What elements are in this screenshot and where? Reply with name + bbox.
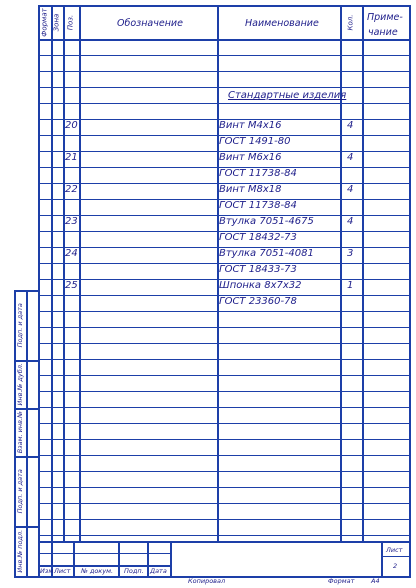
tb-sheet-label: Лист (386, 546, 403, 554)
header-zone: Зона (52, 13, 61, 32)
row-line (38, 503, 411, 504)
row-pos: 23 (65, 216, 78, 227)
row-line (38, 103, 411, 104)
row-line (38, 423, 411, 424)
row-qty: 4 (347, 152, 354, 163)
row-line (38, 327, 411, 328)
row-line (38, 519, 411, 520)
side-sign-date-bottom: Подп. и дата (15, 469, 24, 514)
row-pos: 22 (65, 184, 78, 195)
title-block-top (38, 541, 411, 543)
row-pos: 20 (65, 120, 78, 131)
side-inv-podl: Инв.№ подл. (15, 529, 24, 573)
row-line (38, 535, 411, 536)
section-title: Стандартные изделия (228, 90, 347, 101)
tb-col-podp (147, 541, 149, 577)
tb-col-sheet (381, 541, 383, 577)
header-note-line1: Приме- (367, 12, 403, 23)
side-inv-dubl: Инв.№ дубл. (15, 363, 24, 406)
header-bottom-line (38, 39, 411, 41)
side-sign-date-top: Подп. и дата (15, 303, 24, 348)
header-qty: Кол. (346, 14, 355, 31)
header-format: Формат (40, 8, 49, 37)
row-line (38, 343, 411, 344)
row-qty: 4 (347, 184, 354, 195)
footer-format-label: Формат (328, 577, 355, 585)
row-name: ГОСТ 23360-78 (219, 296, 297, 307)
col-qty-line (362, 5, 364, 541)
row-line (38, 487, 411, 488)
col-zone-line (63, 5, 65, 541)
row-name: Втулка 7051-4675 (219, 216, 314, 227)
tb-podp-label: Подп. (124, 567, 144, 575)
row-name: Винт М4х16 (219, 120, 282, 131)
header-designation: Обозначение (117, 18, 183, 29)
row-pos: 24 (65, 248, 78, 259)
row-line (38, 375, 411, 376)
row-line (38, 55, 411, 56)
row-qty: 3 (347, 248, 354, 259)
row-name: ГОСТ 18433-73 (219, 264, 297, 275)
col-pos-line (79, 5, 81, 541)
side-stamp-inner (26, 290, 28, 577)
row-line (38, 359, 411, 360)
footer-copied: Копировал (188, 577, 226, 585)
row-name: Шпонка 8х7х32 (219, 280, 302, 291)
row-qty: 1 (347, 280, 354, 291)
row-line (38, 407, 411, 408)
side-vzam-inv: Взам. инв.№ (15, 411, 24, 454)
header-name: Наименование (245, 18, 319, 29)
tb-sheet-number: 2 (393, 562, 398, 570)
row-pos: 25 (65, 280, 78, 291)
row-name: Винт М8х18 (219, 184, 282, 195)
tb-dokum-label: № докум. (81, 567, 114, 575)
footer-format-value: А4 (371, 577, 380, 585)
title-block-sheet-line (381, 556, 411, 557)
tb-izm-label: Изм (40, 567, 54, 575)
row-line (38, 391, 411, 392)
row-line (38, 439, 411, 440)
row-name: ГОСТ 11738-84 (219, 168, 297, 179)
tb-col-list (73, 541, 75, 577)
row-qty: 4 (347, 120, 354, 131)
row-name: ГОСТ 18432-73 (219, 232, 297, 243)
row-name: Втулка 7051-4081 (219, 248, 314, 259)
col-name-line (340, 5, 342, 541)
row-line (38, 87, 411, 88)
tb-col-data (170, 541, 172, 577)
header-pos: Поз. (66, 14, 75, 31)
col-format-line (51, 5, 53, 541)
row-pos: 21 (65, 152, 78, 163)
row-line (38, 311, 411, 312)
frame-top (38, 5, 411, 7)
row-line (38, 471, 411, 472)
title-block-line1 (38, 553, 170, 554)
header-note-line2: чание (368, 27, 398, 38)
row-name: ГОСТ 11738-84 (219, 200, 297, 211)
row-name: Винт М6х16 (219, 152, 282, 163)
row-line (38, 455, 411, 456)
row-line (38, 71, 411, 72)
frame-right (409, 5, 411, 577)
row-qty: 4 (347, 216, 354, 227)
tb-col-dokum (118, 541, 120, 577)
row-name: ГОСТ 1491-80 (219, 136, 291, 147)
tb-list-label: Лист (54, 567, 71, 575)
tb-data-label: Дата (150, 567, 167, 575)
